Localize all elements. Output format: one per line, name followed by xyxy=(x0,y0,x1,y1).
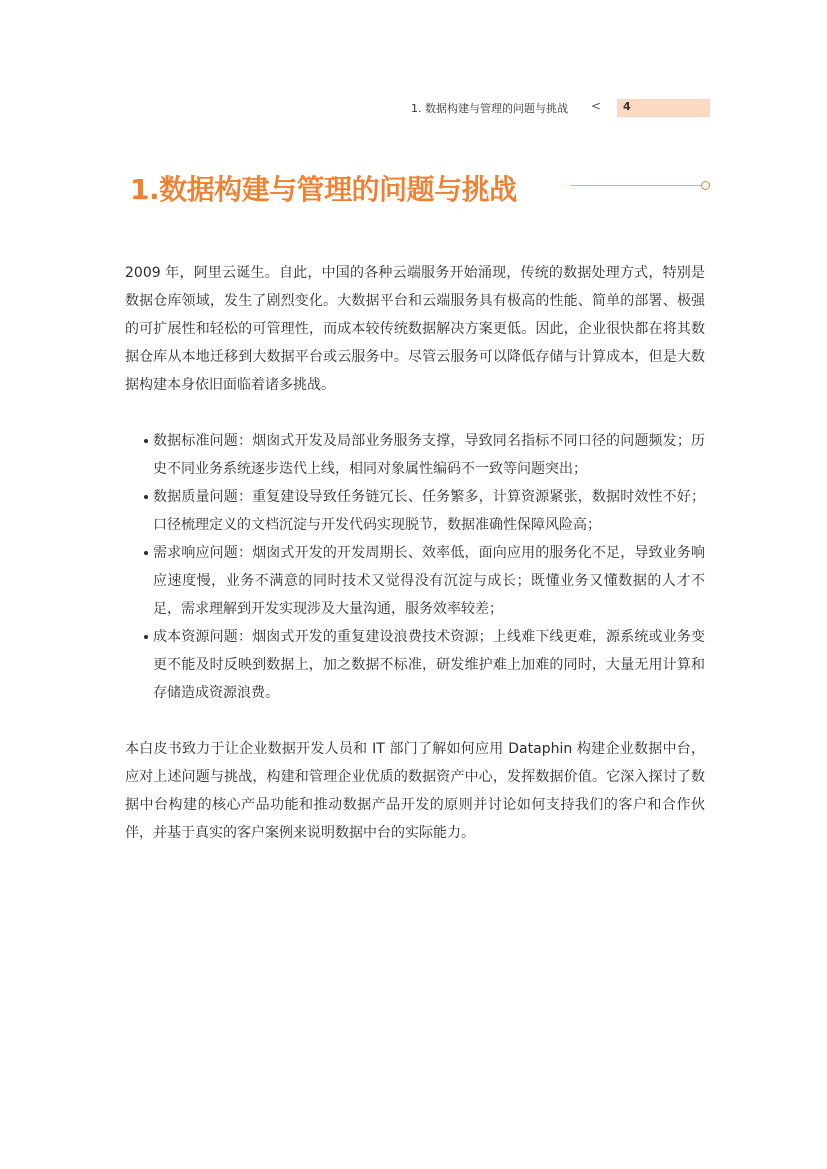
list-item xyxy=(125,483,705,539)
page-number: 4 xyxy=(623,100,631,113)
chapter-title: 1.数据构建与管理的问题与挑战 xyxy=(130,173,517,206)
list-item-text: 成本资源问题：烟囱式开发的重复建设浪费技术资源；上线难下线更难，源系统或业务变更不能及时反映到数据上，加之数据不标准，研发维护难上加难的同时，大量无用计算和存储造成资源浪费。 xyxy=(153,629,705,701)
chevron-left-icon[interactable]: < xyxy=(591,99,602,113)
bullet-icon xyxy=(144,495,148,499)
body-content xyxy=(125,259,705,847)
header-section-title: 1. 数据构建与管理的问题与挑战 xyxy=(411,102,568,115)
title-divider xyxy=(570,185,702,186)
page-number-badge xyxy=(617,99,710,117)
divider-end-circle-icon xyxy=(701,181,710,190)
list-item xyxy=(125,623,705,707)
list-item-text: 数据标准问题：烟囱式开发及局部业务服务支撑，导致同名指标不同口径的问题频发；历史不同业务系统逐步迭代上线，相同对象属性编码不一致等问题突出； xyxy=(153,433,705,477)
intro-paragraph: 2009 年，阿里云诞生。自此，中国的各种云端服务开始涌现，传统的数据处理方式，特别是数据仓库领域，发生了剧烈变化。大数据平台和云端服务具有极高的性能、简单的部署、极强的可扩展性和轻松的可管理性，而成本较传统数据解决方案更低。因此，企业很快都在将其数据仓库从本地迁移到大数据平台或云服务中。尽管云服务可以降低存储与计算成本，但是大数据构建本身依旧面临着诸多挑战。 xyxy=(125,265,705,393)
bullet-icon xyxy=(144,439,148,443)
closing-paragraph: 本白皮书致力于让企业数据开发人员和 IT 部门了解如何应用 Dataphin 构建企业数据中台，应对上述问题与挑战，构建和管理企业优质的数据资产中心，发挥数据价值。它深入探讨了数据中台构建的核心产品功能和推动数据产品开发的原则并讨论如何支持我们的客户和合作伙伴，并基于真实的客户案例来说明数据中台的实际能力。 xyxy=(125,741,705,841)
list-item xyxy=(125,427,705,483)
list-item-text: 需求响应问题：烟囱式开发的开发周期长、效率低，面向应用的服务化不足，导致业务响应速度慢，业务不满意的同时技术又觉得没有沉淀与成长；既懂业务又懂数据的人才不足，需求理解到开发实现涉及大量沟通，服务效率较差； xyxy=(153,545,705,617)
challenge-list xyxy=(125,427,705,707)
page-header xyxy=(380,99,710,117)
list-item-text: 数据质量问题：重复建设导致任务链冗长、任务繁多，计算资源紧张，数据时效性不好；口径梳理定义的文档沉淀与开发代码实现脱节，数据准确性保障风险高； xyxy=(153,489,705,533)
list-item xyxy=(125,539,705,623)
bullet-icon xyxy=(144,551,148,555)
bullet-icon xyxy=(144,635,148,639)
